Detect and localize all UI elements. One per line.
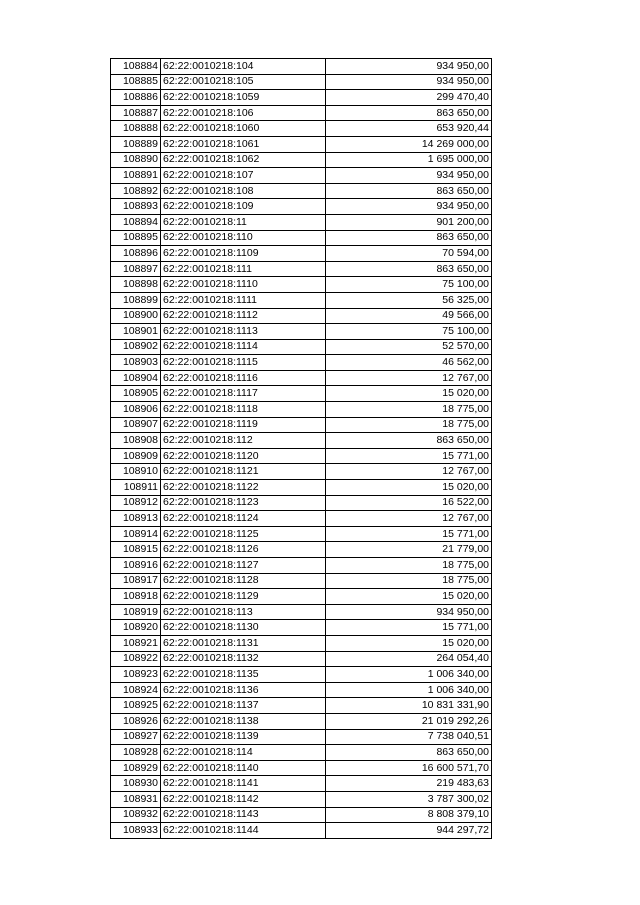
table-row (111, 324, 492, 340)
cadastral-number-cell: 62:22:0010218:1144 (161, 823, 326, 839)
cadastral-number-cell: 62:22:0010218:1111 (161, 292, 326, 308)
row-number-cell: 108932 (111, 807, 161, 823)
row-number-cell: 108893 (111, 199, 161, 215)
cadastral-number-cell: 62:22:0010218:1059 (161, 90, 326, 106)
cadastral-number-cell: 62:22:0010218:1138 (161, 713, 326, 729)
cadastral-number-cell: 62:22:0010218:1118 (161, 402, 326, 418)
table-row (111, 698, 492, 714)
cadastral-value-cell: 934 950,00 (326, 59, 492, 75)
row-number-cell: 108914 (111, 526, 161, 542)
cadastral-number-cell: 62:22:0010218:1115 (161, 355, 326, 371)
row-number-cell: 108927 (111, 729, 161, 745)
table-row (111, 729, 492, 745)
table-row (111, 713, 492, 729)
row-number-cell: 108922 (111, 651, 161, 667)
cadastral-value-cell: 1 006 340,00 (326, 667, 492, 683)
table-row (111, 464, 492, 480)
table-row (111, 74, 492, 90)
row-number-cell: 108888 (111, 121, 161, 137)
table-row (111, 386, 492, 402)
table-row (111, 59, 492, 75)
row-number-cell: 108898 (111, 277, 161, 293)
row-number-cell: 108890 (111, 152, 161, 168)
table-row (111, 199, 492, 215)
table-row (111, 651, 492, 667)
row-number-cell: 108930 (111, 776, 161, 792)
cadastral-value-cell: 934 950,00 (326, 199, 492, 215)
row-number-cell: 108919 (111, 604, 161, 620)
cadastral-value-cell: 863 650,00 (326, 230, 492, 246)
cadastral-number-cell: 62:22:0010218:104 (161, 59, 326, 75)
table-row (111, 480, 492, 496)
table-row (111, 277, 492, 293)
cadastral-value-cell: 18 775,00 (326, 573, 492, 589)
cadastral-value-cell: 15 020,00 (326, 635, 492, 651)
cadastral-value-cell: 21 019 292,26 (326, 713, 492, 729)
cadastral-number-cell: 62:22:0010218:1123 (161, 495, 326, 511)
cadastral-number-cell: 62:22:0010218:1062 (161, 152, 326, 168)
table-body (111, 59, 492, 839)
row-number-cell: 108887 (111, 105, 161, 121)
cadastral-value-cell: 653 920,44 (326, 121, 492, 137)
row-number-cell: 108908 (111, 433, 161, 449)
table-row (111, 152, 492, 168)
table-row (111, 573, 492, 589)
cadastral-value-cell: 49 566,00 (326, 308, 492, 324)
cadastral-value-cell: 12 767,00 (326, 464, 492, 480)
cadastral-value-cell: 56 325,00 (326, 292, 492, 308)
row-number-cell: 108904 (111, 370, 161, 386)
row-number-cell: 108885 (111, 74, 161, 90)
cadastral-number-cell: 62:22:0010218:1126 (161, 542, 326, 558)
table-row (111, 635, 492, 651)
cadastral-number-cell: 62:22:0010218:108 (161, 183, 326, 199)
cadastral-number-cell: 62:22:0010218:1139 (161, 729, 326, 745)
row-number-cell: 108917 (111, 573, 161, 589)
cadastral-number-cell: 62:22:0010218:109 (161, 199, 326, 215)
table-row (111, 558, 492, 574)
cadastral-number-cell: 62:22:0010218:111 (161, 261, 326, 277)
cadastral-value-cell: 934 950,00 (326, 168, 492, 184)
row-number-cell: 108923 (111, 667, 161, 683)
row-number-cell: 108897 (111, 261, 161, 277)
row-number-cell: 108902 (111, 339, 161, 355)
cadastral-value-cell: 16 600 571,70 (326, 760, 492, 776)
cadastral-number-cell: 62:22:0010218:1137 (161, 698, 326, 714)
table-row (111, 370, 492, 386)
cadastral-number-cell: 62:22:0010218:1142 (161, 791, 326, 807)
cadastral-number-cell: 62:22:0010218:1109 (161, 246, 326, 262)
table-row (111, 168, 492, 184)
row-number-cell: 108889 (111, 136, 161, 152)
cadastral-value-cell: 901 200,00 (326, 214, 492, 230)
cadastral-value-cell: 15 020,00 (326, 589, 492, 605)
row-number-cell: 108931 (111, 791, 161, 807)
cadastral-number-cell: 62:22:0010218:113 (161, 604, 326, 620)
cadastral-value-cell: 7 738 040,51 (326, 729, 492, 745)
row-number-cell: 108884 (111, 59, 161, 75)
table-row (111, 791, 492, 807)
cadastral-value-cell: 15 771,00 (326, 526, 492, 542)
table-row (111, 339, 492, 355)
row-number-cell: 108900 (111, 308, 161, 324)
row-number-cell: 108913 (111, 511, 161, 527)
cadastral-number-cell: 62:22:0010218:1127 (161, 558, 326, 574)
row-number-cell: 108920 (111, 620, 161, 636)
row-number-cell: 108892 (111, 183, 161, 199)
cadastral-value-cell: 15 020,00 (326, 386, 492, 402)
cadastral-value-cell: 18 775,00 (326, 402, 492, 418)
cadastral-value-cell: 299 470,40 (326, 90, 492, 106)
table-row (111, 807, 492, 823)
table-row (111, 448, 492, 464)
table-row (111, 433, 492, 449)
cadastral-number-cell: 62:22:0010218:110 (161, 230, 326, 246)
row-number-cell: 108925 (111, 698, 161, 714)
table-row (111, 214, 492, 230)
table-row (111, 230, 492, 246)
cadastral-value-cell: 12 767,00 (326, 511, 492, 527)
cadastral-number-cell: 62:22:0010218:105 (161, 74, 326, 90)
cadastral-value-cell: 15 771,00 (326, 448, 492, 464)
row-number-cell: 108895 (111, 230, 161, 246)
table-row (111, 308, 492, 324)
row-number-cell: 108896 (111, 246, 161, 262)
cadastral-number-cell: 62:22:0010218:1061 (161, 136, 326, 152)
table-row (111, 823, 492, 839)
cadastral-number-cell: 62:22:0010218:1116 (161, 370, 326, 386)
cadastral-value-table (110, 58, 492, 839)
cadastral-value-cell: 219 483,63 (326, 776, 492, 792)
cadastral-number-cell: 62:22:0010218:1110 (161, 277, 326, 293)
row-number-cell: 108915 (111, 542, 161, 558)
cadastral-value-cell: 863 650,00 (326, 105, 492, 121)
row-number-cell: 108907 (111, 417, 161, 433)
cadastral-value-cell: 8 808 379,10 (326, 807, 492, 823)
cadastral-value-cell: 18 775,00 (326, 417, 492, 433)
cadastral-value-cell: 863 650,00 (326, 433, 492, 449)
row-number-cell: 108921 (111, 635, 161, 651)
cadastral-number-cell: 62:22:0010218:1112 (161, 308, 326, 324)
cadastral-number-cell: 62:22:0010218:1121 (161, 464, 326, 480)
cadastral-number-cell: 62:22:0010218:114 (161, 745, 326, 761)
cadastral-number-cell: 62:22:0010218:1136 (161, 682, 326, 698)
table-row (111, 745, 492, 761)
row-number-cell: 108911 (111, 480, 161, 496)
row-number-cell: 108905 (111, 386, 161, 402)
row-number-cell: 108929 (111, 760, 161, 776)
table-row (111, 526, 492, 542)
row-number-cell: 108901 (111, 324, 161, 340)
table-row (111, 261, 492, 277)
cadastral-value-cell: 3 787 300,02 (326, 791, 492, 807)
cadastral-value-cell: 934 950,00 (326, 604, 492, 620)
row-number-cell: 108924 (111, 682, 161, 698)
row-number-cell: 108909 (111, 448, 161, 464)
table-row (111, 417, 492, 433)
table-row (111, 183, 492, 199)
table-row (111, 292, 492, 308)
row-number-cell: 108894 (111, 214, 161, 230)
table-row (111, 760, 492, 776)
cadastral-number-cell: 62:22:0010218:1122 (161, 480, 326, 496)
cadastral-number-cell: 62:22:0010218:1114 (161, 339, 326, 355)
table-row (111, 620, 492, 636)
table-row (111, 682, 492, 698)
cadastral-value-cell: 264 054,40 (326, 651, 492, 667)
table-row (111, 776, 492, 792)
cadastral-value-cell: 52 570,00 (326, 339, 492, 355)
cadastral-value-cell: 863 650,00 (326, 261, 492, 277)
row-number-cell: 108891 (111, 168, 161, 184)
table-row (111, 246, 492, 262)
row-number-cell: 108933 (111, 823, 161, 839)
row-number-cell: 108899 (111, 292, 161, 308)
cadastral-number-cell: 62:22:0010218:11 (161, 214, 326, 230)
cadastral-number-cell: 62:22:0010218:1125 (161, 526, 326, 542)
cadastral-number-cell: 62:22:0010218:1141 (161, 776, 326, 792)
table-row (111, 604, 492, 620)
cadastral-value-cell: 15 771,00 (326, 620, 492, 636)
cadastral-number-cell: 62:22:0010218:1129 (161, 589, 326, 605)
table-row (111, 542, 492, 558)
cadastral-value-cell: 15 020,00 (326, 480, 492, 496)
cadastral-number-cell: 62:22:0010218:112 (161, 433, 326, 449)
cadastral-value-cell: 14 269 000,00 (326, 136, 492, 152)
cadastral-number-cell: 62:22:0010218:1131 (161, 635, 326, 651)
cadastral-value-cell: 75 100,00 (326, 277, 492, 293)
cadastral-value-cell: 75 100,00 (326, 324, 492, 340)
cadastral-number-cell: 62:22:0010218:1132 (161, 651, 326, 667)
cadastral-number-cell: 62:22:0010218:1113 (161, 324, 326, 340)
cadastral-number-cell: 62:22:0010218:1140 (161, 760, 326, 776)
table-row (111, 121, 492, 137)
table-row (111, 355, 492, 371)
table-row (111, 511, 492, 527)
cadastral-number-cell: 62:22:0010218:1120 (161, 448, 326, 464)
cadastral-number-cell: 62:22:0010218:1124 (161, 511, 326, 527)
row-number-cell: 108903 (111, 355, 161, 371)
cadastral-number-cell: 62:22:0010218:106 (161, 105, 326, 121)
row-number-cell: 108906 (111, 402, 161, 418)
cadastral-value-cell: 46 562,00 (326, 355, 492, 371)
table-row (111, 90, 492, 106)
cadastral-value-cell: 934 950,00 (326, 74, 492, 90)
row-number-cell: 108910 (111, 464, 161, 480)
cadastral-value-cell: 12 767,00 (326, 370, 492, 386)
cadastral-number-cell: 62:22:0010218:1130 (161, 620, 326, 636)
row-number-cell: 108926 (111, 713, 161, 729)
row-number-cell: 108886 (111, 90, 161, 106)
cadastral-value-cell: 863 650,00 (326, 745, 492, 761)
row-number-cell: 108912 (111, 495, 161, 511)
cadastral-value-cell: 18 775,00 (326, 558, 492, 574)
cadastral-value-cell: 863 650,00 (326, 183, 492, 199)
cadastral-value-cell: 1 006 340,00 (326, 682, 492, 698)
cadastral-value-cell: 10 831 331,90 (326, 698, 492, 714)
table-row (111, 495, 492, 511)
table-row (111, 589, 492, 605)
cadastral-value-cell: 1 695 000,00 (326, 152, 492, 168)
cadastral-value-cell: 944 297,72 (326, 823, 492, 839)
table-row (111, 667, 492, 683)
cadastral-number-cell: 62:22:0010218:1128 (161, 573, 326, 589)
table-row (111, 402, 492, 418)
cadastral-number-cell: 62:22:0010218:1060 (161, 121, 326, 137)
cadastral-number-cell: 62:22:0010218:1143 (161, 807, 326, 823)
row-number-cell: 108918 (111, 589, 161, 605)
cadastral-number-cell: 62:22:0010218:1135 (161, 667, 326, 683)
cadastral-value-cell: 21 779,00 (326, 542, 492, 558)
table-row (111, 136, 492, 152)
row-number-cell: 108916 (111, 558, 161, 574)
cadastral-number-cell: 62:22:0010218:1117 (161, 386, 326, 402)
table-row (111, 105, 492, 121)
cadastral-value-cell: 70 594,00 (326, 246, 492, 262)
cadastral-value-cell: 16 522,00 (326, 495, 492, 511)
row-number-cell: 108928 (111, 745, 161, 761)
cadastral-number-cell: 62:22:0010218:1119 (161, 417, 326, 433)
cadastral-number-cell: 62:22:0010218:107 (161, 168, 326, 184)
